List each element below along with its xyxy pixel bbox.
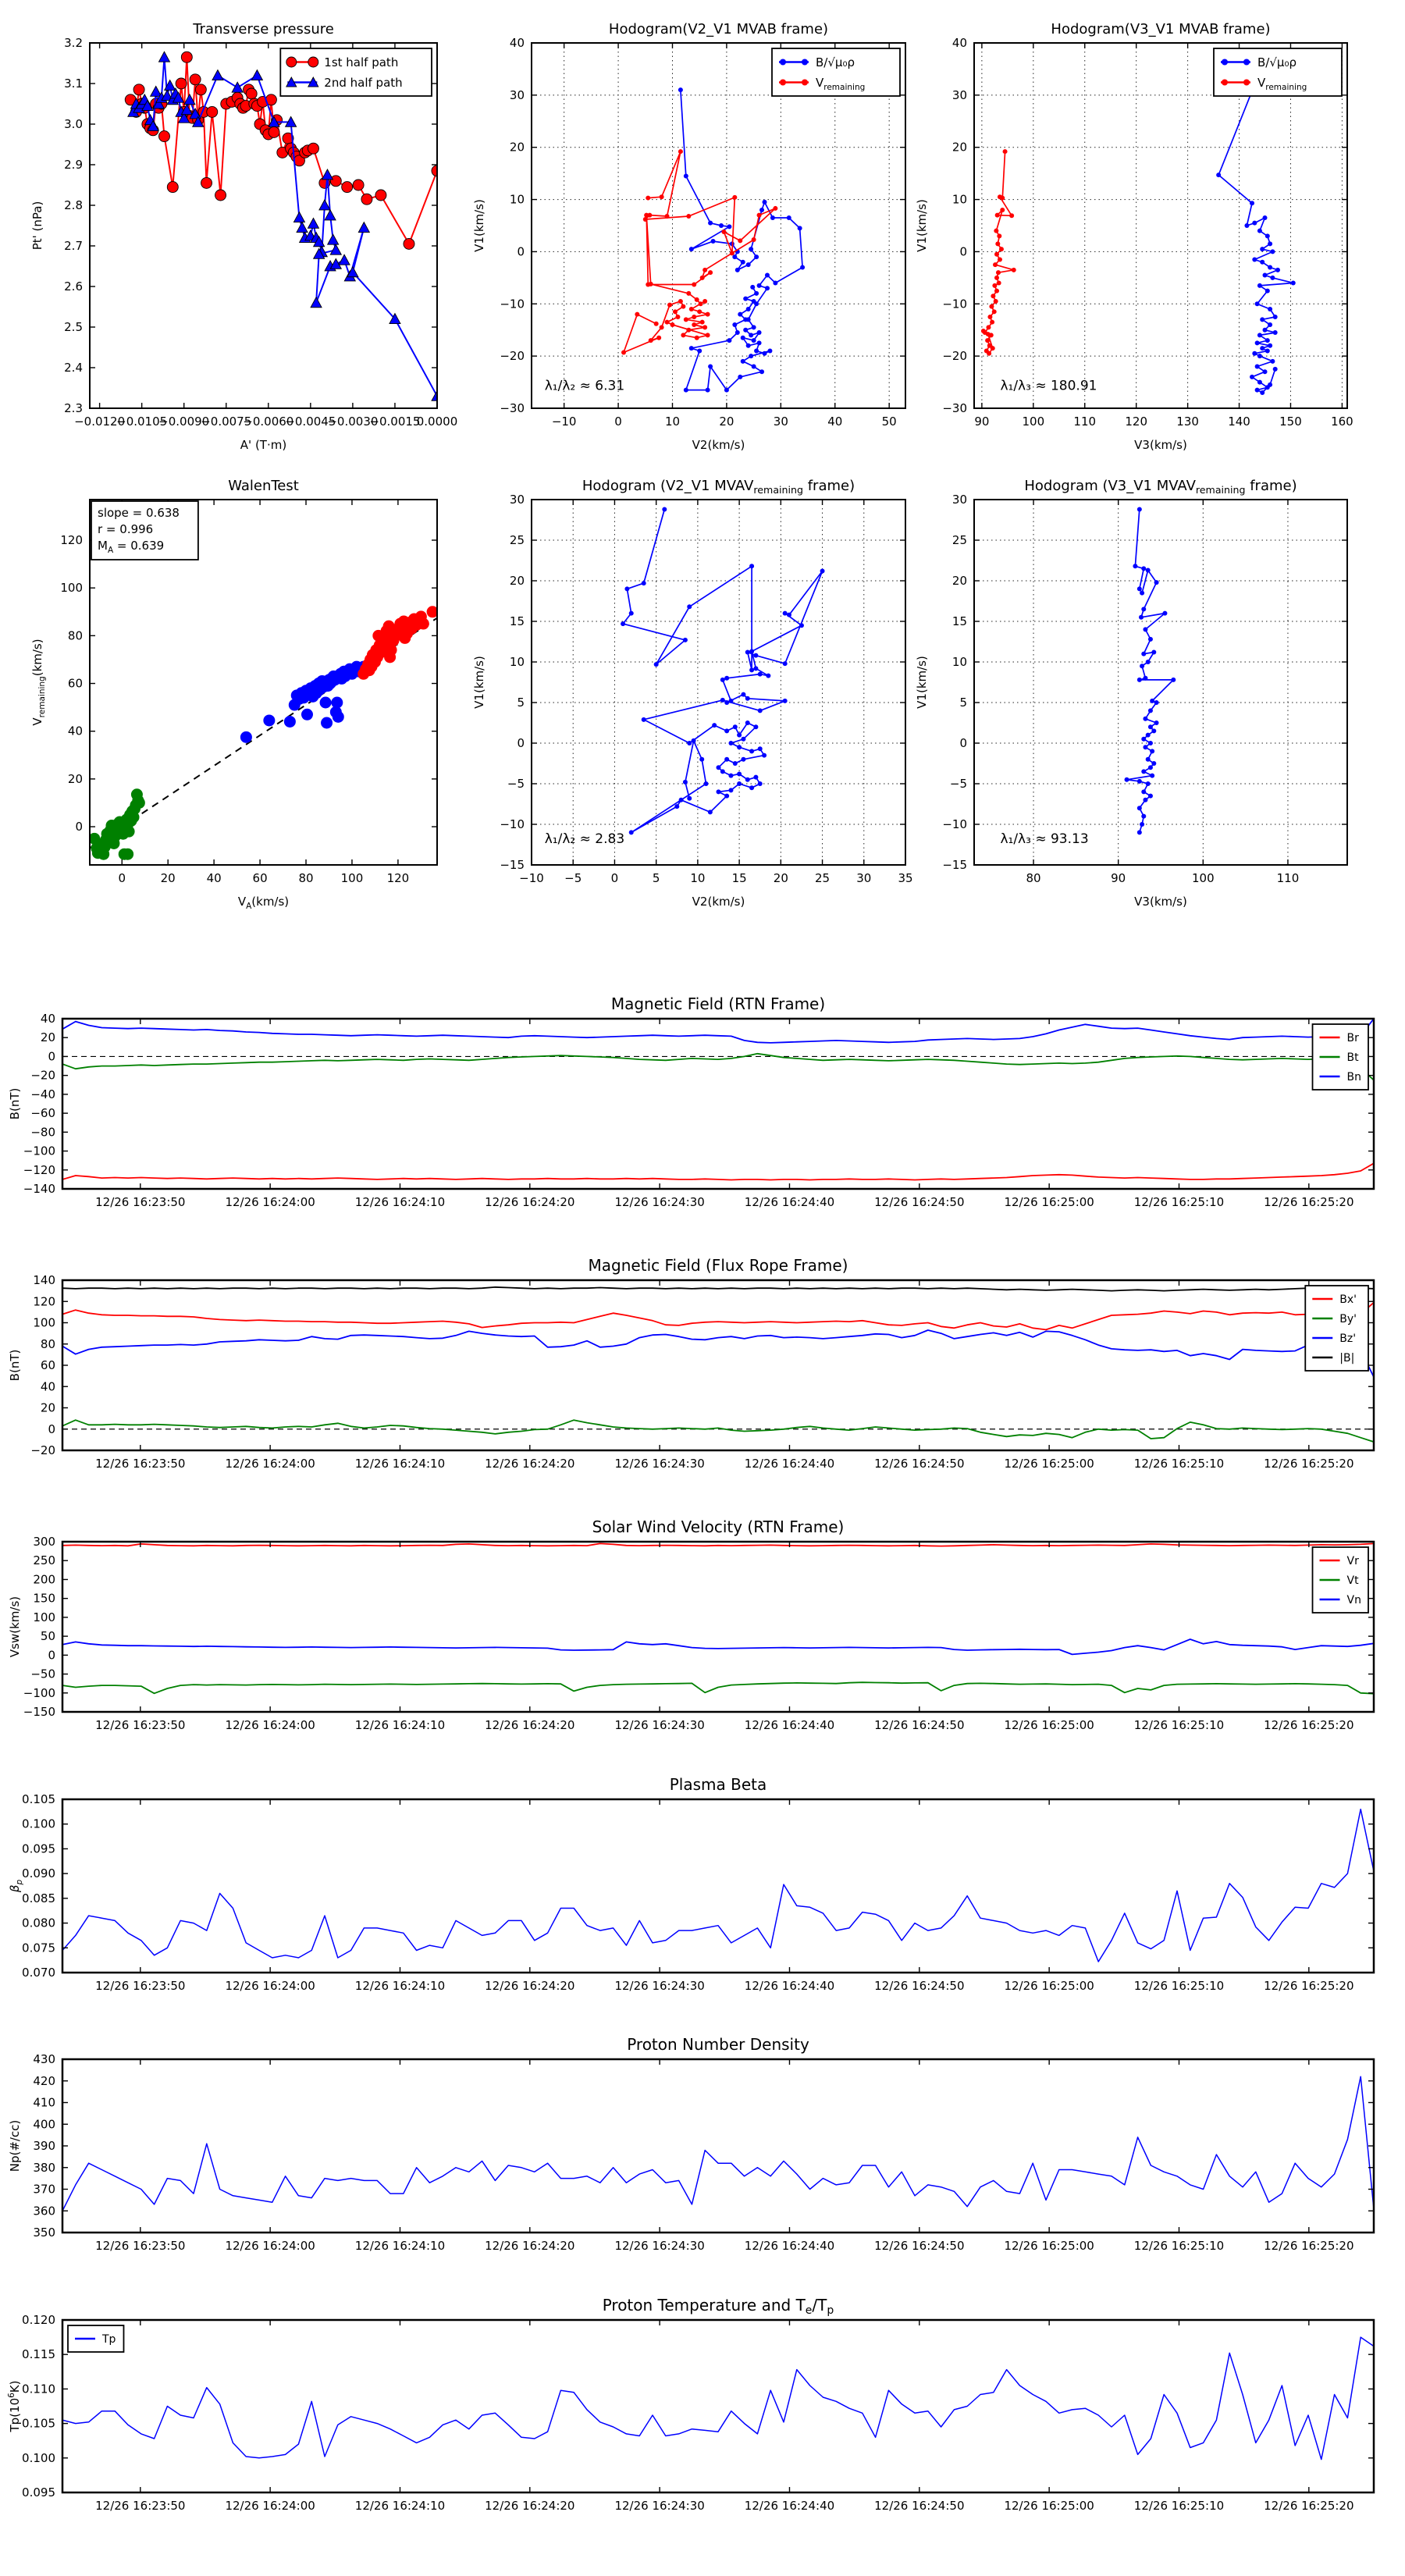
svg-text:120: 120 xyxy=(386,871,410,885)
svg-text:−20: −20 xyxy=(30,1443,55,1457)
chart-proton-number-density xyxy=(8,2035,1374,2253)
svg-text:−100: −100 xyxy=(23,1144,55,1158)
svg-text:12/26 16:24:10: 12/26 16:24:10 xyxy=(354,2239,446,2253)
svg-text:12/26 16:25:20: 12/26 16:25:20 xyxy=(1264,1195,1354,1209)
svg-text:120: 120 xyxy=(33,1294,55,1309)
svg-text:60: 60 xyxy=(40,1358,55,1372)
svg-text:−10: −10 xyxy=(551,415,577,429)
svg-text:12/26 16:24:50: 12/26 16:24:50 xyxy=(874,2239,965,2253)
svg-text:0.095: 0.095 xyxy=(22,1841,55,1856)
svg-text:Hodogram (V2_V1 MVAVremaining​: Hodogram (V2_V1 $MVAV_{remaining}$ frame) xyxy=(582,478,855,496)
svg-text:−10: −10 xyxy=(942,817,967,831)
svg-text:λ₁/λ₃ ≈ 180.91: λ₁/λ₃ ≈ 180.91 xyxy=(1000,378,1097,394)
svg-text:5: 5 xyxy=(517,696,525,710)
svg-text:Vr: Vr xyxy=(1346,1554,1359,1567)
svg-text:Np(#/cc): Np(#/cc) xyxy=(8,2119,22,2172)
svg-text:250: 250 xyxy=(33,1553,55,1568)
svg-text:V1(km/s): V1(km/s) xyxy=(915,199,929,252)
svg-text:12/26 16:24:00: 12/26 16:24:00 xyxy=(225,1718,315,1732)
svg-text:50: 50 xyxy=(881,415,897,429)
svg-text:0.110: 0.110 xyxy=(22,2382,55,2396)
svg-text:0: 0 xyxy=(48,1049,55,1064)
svg-text:−10: −10 xyxy=(942,297,967,311)
svg-text:V1(km/s): V1(km/s) xyxy=(472,656,486,709)
svg-text:−15: −15 xyxy=(500,858,525,872)
svg-text:Bz': Bz' xyxy=(1339,1332,1357,1345)
svg-text:slope = 0.638: slope = 0.638 xyxy=(98,506,180,520)
svg-text:100: 100 xyxy=(33,1610,55,1624)
svg-text:390: 390 xyxy=(33,2139,55,2153)
svg-text:−20: −20 xyxy=(942,349,967,364)
svg-text:10: 10 xyxy=(664,415,681,429)
svg-text:30: 30 xyxy=(951,87,967,102)
svg-text:−10: −10 xyxy=(500,817,525,831)
svg-text:140: 140 xyxy=(1228,415,1250,429)
svg-text:12/26 16:24:10: 12/26 16:24:10 xyxy=(354,1195,446,1209)
svg-text:−5: −5 xyxy=(507,777,525,791)
svg-text:20: 20 xyxy=(509,140,525,155)
svg-text:0.0000: 0.0000 xyxy=(416,415,458,429)
svg-text:2.7: 2.7 xyxy=(64,239,83,253)
svg-text:12/26 16:24:20: 12/26 16:24:20 xyxy=(485,2499,575,2513)
svg-text:Magnetic Field (RTN Frame): Magnetic Field (RTN Frame) xyxy=(610,994,826,1013)
svg-text:12/26 16:24:20: 12/26 16:24:20 xyxy=(485,1457,575,1471)
svg-text:−5: −5 xyxy=(949,777,967,791)
svg-text:12/26 16:24:30: 12/26 16:24:30 xyxy=(614,1979,705,1993)
svg-text:−20: −20 xyxy=(30,1068,55,1083)
svg-text:0: 0 xyxy=(959,736,967,750)
svg-text:−120: −120 xyxy=(23,1162,55,1177)
svg-text:2.9: 2.9 xyxy=(64,158,83,172)
svg-text:80: 80 xyxy=(40,1336,55,1351)
svg-text:−100: −100 xyxy=(23,1685,55,1700)
svg-text:Hodogram(V2_V1 MVAB frame): Hodogram(V2_V1 MVAB frame) xyxy=(608,21,829,37)
svg-text:30: 30 xyxy=(509,87,525,102)
svg-text:40: 40 xyxy=(40,1012,55,1026)
svg-text:12/26 16:24:30: 12/26 16:24:30 xyxy=(614,2499,705,2513)
svg-text:12/26 16:25:20: 12/26 16:25:20 xyxy=(1264,2239,1354,2253)
svg-text:V1(km/s): V1(km/s) xyxy=(472,199,486,252)
svg-text:3.2: 3.2 xyxy=(64,36,83,50)
svg-text:20: 20 xyxy=(951,140,967,155)
svg-text:12/26 16:24:40: 12/26 16:24:40 xyxy=(744,2499,835,2513)
svg-text:B(nT): B(nT) xyxy=(8,1087,22,1120)
svg-text:Vremaining​(km/s): $V_{remaining}(km/s)$ xyxy=(30,639,47,726)
svg-text:Vremaining​: $V_{remaining}$ xyxy=(816,75,866,92)
svg-text:150: 150 xyxy=(1279,415,1302,429)
svg-text:12/26 16:24:00: 12/26 16:24:00 xyxy=(225,1457,315,1471)
svg-text:−60: −60 xyxy=(30,1106,55,1121)
svg-text:Br: Br xyxy=(1346,1031,1359,1044)
svg-text:20: 20 xyxy=(773,871,788,885)
svg-text:410: 410 xyxy=(33,2095,55,2110)
svg-text:−0.0120: −0.0120 xyxy=(74,415,126,429)
chart-walen-test xyxy=(30,478,437,911)
svg-text:0.100: 0.100 xyxy=(22,2450,55,2465)
svg-text:λ₁/λ₃ ≈ 93.13: λ₁/λ₃ ≈ 93.13 xyxy=(1000,831,1089,847)
svg-text:12/26 16:24:30: 12/26 16:24:30 xyxy=(614,1718,705,1732)
svg-text:10: 10 xyxy=(951,192,967,207)
svg-text:12/26 16:25:10: 12/26 16:25:10 xyxy=(1133,2499,1225,2513)
svg-text:40: 40 xyxy=(827,415,843,429)
svg-text:0: 0 xyxy=(614,415,622,429)
svg-text:−10: −10 xyxy=(500,297,525,311)
svg-text:12/26 16:25:20: 12/26 16:25:20 xyxy=(1264,1718,1354,1732)
svg-text:50: 50 xyxy=(40,1629,55,1644)
svg-text:0.105: 0.105 xyxy=(22,1792,55,1806)
svg-text:140: 140 xyxy=(33,1273,55,1287)
svg-text:Vt: Vt xyxy=(1346,1574,1359,1587)
svg-text:B(nT): B(nT) xyxy=(8,1349,22,1382)
svg-text:15: 15 xyxy=(951,614,967,628)
svg-text:12/26 16:24:40: 12/26 16:24:40 xyxy=(744,1979,835,1993)
svg-text:12/26 16:23:50: 12/26 16:23:50 xyxy=(95,1718,186,1732)
svg-text:0.085: 0.085 xyxy=(22,1891,55,1905)
svg-text:−0.0030: −0.0030 xyxy=(327,415,379,429)
svg-text:−140: −140 xyxy=(23,1182,55,1196)
svg-text:Hodogram(V3_V1 MVAB frame): Hodogram(V3_V1 MVAB frame) xyxy=(1051,21,1271,37)
svg-text:2nd half path: 2nd half path xyxy=(324,75,403,90)
svg-text:40: 40 xyxy=(206,871,222,885)
svg-text:12/26 16:23:50: 12/26 16:23:50 xyxy=(95,1457,186,1471)
chart-magnetic-field-flux-rope xyxy=(8,1256,1374,1471)
svg-text:100: 100 xyxy=(33,1315,55,1330)
svg-text:VA​(km/s): $V_A(km/s)$ xyxy=(237,895,290,911)
chart-hodogram-v2v1-mvav xyxy=(472,478,913,909)
svg-text:2.8: 2.8 xyxy=(64,198,83,212)
svg-text:100: 100 xyxy=(340,871,364,885)
svg-text:12/26 16:23:50: 12/26 16:23:50 xyxy=(95,1195,186,1209)
svg-text:12/26 16:24:50: 12/26 16:24:50 xyxy=(874,1718,965,1732)
svg-text:12/26 16:25:20: 12/26 16:25:20 xyxy=(1264,1457,1354,1471)
svg-text:10: 10 xyxy=(690,871,706,885)
svg-text:12/26 16:25:10: 12/26 16:25:10 xyxy=(1133,1195,1225,1209)
chart-hodogram-v2v1-mvab xyxy=(472,21,905,452)
svg-text:0.105: 0.105 xyxy=(22,2416,55,2431)
svg-text:20: 20 xyxy=(40,1030,55,1045)
svg-text:40: 40 xyxy=(951,36,967,50)
svg-text:20: 20 xyxy=(719,415,735,429)
chart-hodogram-v3v1-mvav xyxy=(915,478,1347,909)
chart-magnetic-field-rtn xyxy=(8,994,1374,1209)
svg-text:12/26 16:24:20: 12/26 16:24:20 xyxy=(485,1718,575,1732)
svg-text:5: 5 xyxy=(959,696,967,710)
svg-text:λ₁/λ₂ ≈ 6.31: λ₁/λ₂ ≈ 6.31 xyxy=(544,378,625,394)
svg-text:Hodogram (V3_V1 MVAVremaining​: Hodogram (V3_V1 $MVAV_{remaining}$ frame) xyxy=(1024,478,1297,496)
svg-text:12/26 16:25:00: 12/26 16:25:00 xyxy=(1004,1195,1094,1209)
svg-text:A' (T·m): A' (T·m) xyxy=(240,438,287,452)
svg-text:−50: −50 xyxy=(30,1667,55,1681)
svg-text:−5: −5 xyxy=(564,871,582,885)
svg-text:Plasma Beta: Plasma Beta xyxy=(669,1775,767,1794)
svg-text:12/26 16:24:50: 12/26 16:24:50 xyxy=(874,1979,965,1993)
svg-text:−0.0075: −0.0075 xyxy=(201,415,252,429)
svg-text:80: 80 xyxy=(67,628,83,643)
svg-text:160: 160 xyxy=(1331,415,1353,429)
svg-text:Solar Wind Velocity (RTN Frame: Solar Wind Velocity (RTN Frame) xyxy=(592,1517,845,1536)
svg-text:−0.0105: −0.0105 xyxy=(116,415,168,429)
svg-text:20: 20 xyxy=(951,574,967,588)
svg-text:0.080: 0.080 xyxy=(22,1916,55,1930)
svg-text:120: 120 xyxy=(60,533,83,547)
svg-text:0: 0 xyxy=(48,1421,55,1436)
svg-text:12/26 16:23:50: 12/26 16:23:50 xyxy=(95,2239,186,2253)
chart-solar-wind-velocity xyxy=(8,1517,1374,1732)
svg-text:100: 100 xyxy=(60,581,83,596)
svg-text:r = 0.996: r = 0.996 xyxy=(98,522,154,536)
svg-text:12/26 16:24:10: 12/26 16:24:10 xyxy=(354,2499,446,2513)
svg-text:12/26 16:24:40: 12/26 16:24:40 xyxy=(744,2239,835,2253)
svg-text:Magnetic Field (Flux Rope Fram: Magnetic Field (Flux Rope Frame) xyxy=(588,1256,848,1275)
svg-text:90: 90 xyxy=(974,415,990,429)
svg-text:−40: −40 xyxy=(30,1087,55,1101)
svg-text:0.095: 0.095 xyxy=(22,2485,55,2500)
svg-text:12/26 16:25:20: 12/26 16:25:20 xyxy=(1264,1979,1354,1993)
svg-text:V3(km/s): V3(km/s) xyxy=(1134,895,1187,909)
chart-transverse-pressure xyxy=(30,21,458,452)
svg-text:Proton Temperature and Te​/Tp​: Proton Temperature and $T_e/T_p$ xyxy=(602,2296,834,2317)
svg-text:12/26 16:24:40: 12/26 16:24:40 xyxy=(744,1195,835,1209)
svg-text:1st half path: 1st half path xyxy=(324,55,399,69)
svg-text:12/26 16:24:10: 12/26 16:24:10 xyxy=(354,1718,446,1732)
svg-text:12/26 16:25:00: 12/26 16:25:00 xyxy=(1004,1979,1094,1993)
svg-text:0: 0 xyxy=(610,871,619,885)
svg-text:0: 0 xyxy=(48,1648,55,1663)
svg-text:12/26 16:25:10: 12/26 16:25:10 xyxy=(1133,1718,1225,1732)
svg-text:30: 30 xyxy=(773,415,788,429)
svg-text:12/26 16:25:00: 12/26 16:25:00 xyxy=(1004,2239,1094,2253)
svg-text:12/26 16:24:10: 12/26 16:24:10 xyxy=(354,1457,446,1471)
svg-text:Transverse pressure: Transverse pressure xyxy=(193,21,334,37)
svg-text:40: 40 xyxy=(40,1379,55,1394)
svg-text:Vn: Vn xyxy=(1346,1593,1361,1606)
svg-text:|B|: |B| xyxy=(1339,1351,1355,1364)
svg-text:V2(km/s): V2(km/s) xyxy=(692,895,745,909)
svg-text:0.100: 0.100 xyxy=(22,1816,55,1831)
svg-text:−30: −30 xyxy=(942,401,967,415)
svg-text:12/26 16:24:00: 12/26 16:24:00 xyxy=(225,1195,315,1209)
svg-text:12/26 16:24:50: 12/26 16:24:50 xyxy=(874,2499,965,2513)
svg-text:12/26 16:24:30: 12/26 16:24:30 xyxy=(614,1195,705,1209)
svg-text:V2(km/s): V2(km/s) xyxy=(692,438,745,452)
svg-text:35: 35 xyxy=(898,871,913,885)
svg-text:Vsw(km/s): Vsw(km/s) xyxy=(8,1596,22,1658)
svg-text:Bt: Bt xyxy=(1346,1051,1359,1064)
svg-text:−30: −30 xyxy=(500,401,525,415)
svg-text:10: 10 xyxy=(951,655,967,669)
svg-text:2.4: 2.4 xyxy=(64,361,83,375)
svg-text:25: 25 xyxy=(509,533,525,547)
svg-text:360: 360 xyxy=(33,2204,55,2218)
svg-text:B/√μ₀ρ: B/√μ₀ρ xyxy=(816,55,855,69)
svg-text:12/26 16:25:10: 12/26 16:25:10 xyxy=(1133,2239,1225,2253)
svg-text:Proton Number Density: Proton Number Density xyxy=(627,2035,809,2054)
chart-hodogram-v3v1-mvab xyxy=(915,21,1353,452)
svg-text:−15: −15 xyxy=(942,858,967,872)
svg-text:0.120: 0.120 xyxy=(22,2313,55,2327)
svg-text:0.070: 0.070 xyxy=(22,1966,55,1980)
svg-text:0: 0 xyxy=(118,871,126,885)
svg-text:15: 15 xyxy=(509,614,525,628)
svg-text:300: 300 xyxy=(33,1535,55,1549)
svg-text:380: 380 xyxy=(33,2160,55,2175)
svg-text:Vremaining​: $V_{remaining}$ xyxy=(1257,75,1307,92)
svg-text:2.6: 2.6 xyxy=(64,279,83,294)
svg-text:15: 15 xyxy=(731,871,747,885)
svg-text:30: 30 xyxy=(951,493,967,507)
svg-text:WalenTest: WalenTest xyxy=(228,478,299,494)
svg-text:40: 40 xyxy=(67,724,83,738)
svg-text:2.3: 2.3 xyxy=(64,401,83,415)
svg-text:400: 400 xyxy=(33,2117,55,2132)
svg-text:−150: −150 xyxy=(23,1705,55,1719)
svg-text:30: 30 xyxy=(856,871,872,885)
svg-text:V3(km/s): V3(km/s) xyxy=(1134,438,1187,452)
svg-text:12/26 16:24:00: 12/26 16:24:00 xyxy=(225,1979,315,1993)
svg-text:V1(km/s): V1(km/s) xyxy=(915,656,929,709)
svg-text:12/26 16:25:10: 12/26 16:25:10 xyxy=(1133,1979,1225,1993)
svg-text:0: 0 xyxy=(517,244,525,259)
svg-text:Bx': Bx' xyxy=(1339,1293,1357,1306)
svg-text:12/26 16:24:50: 12/26 16:24:50 xyxy=(874,1195,965,1209)
svg-text:−0.0090: −0.0090 xyxy=(158,415,210,429)
svg-text:370: 370 xyxy=(33,2182,55,2197)
svg-text:80: 80 xyxy=(298,871,314,885)
svg-text:12/26 16:23:50: 12/26 16:23:50 xyxy=(95,2499,186,2513)
svg-text:350: 350 xyxy=(33,2226,55,2240)
svg-text:20: 20 xyxy=(67,771,83,786)
svg-text:MA​ = 0.639: $M_A = 0.639$ xyxy=(98,539,165,555)
chart-plasma-beta xyxy=(8,1775,1374,1993)
svg-text:12/26 16:23:50: 12/26 16:23:50 xyxy=(95,1979,186,1993)
svg-text:0: 0 xyxy=(517,736,525,750)
svg-text:10: 10 xyxy=(509,192,525,207)
svg-text:90: 90 xyxy=(1111,871,1126,885)
svg-text:40: 40 xyxy=(509,36,525,50)
svg-text:20: 20 xyxy=(40,1400,55,1415)
svg-text:0.090: 0.090 xyxy=(22,1866,55,1881)
svg-text:12/26 16:24:00: 12/26 16:24:00 xyxy=(225,2499,315,2513)
svg-text:12/26 16:24:30: 12/26 16:24:30 xyxy=(614,1457,705,1471)
svg-text:110: 110 xyxy=(1073,415,1097,429)
svg-text:12/26 16:24:40: 12/26 16:24:40 xyxy=(744,1718,835,1732)
svg-text:100: 100 xyxy=(1191,871,1215,885)
svg-text:−10: −10 xyxy=(519,871,544,885)
svg-text:30: 30 xyxy=(509,493,525,507)
svg-text:Tp(106​K): $Tp(10^6K)$ xyxy=(7,2380,22,2432)
svg-text:Bn: Bn xyxy=(1346,1070,1362,1083)
svg-text:By': By' xyxy=(1339,1312,1357,1325)
svg-text:12/26 16:25:10: 12/26 16:25:10 xyxy=(1133,1457,1225,1471)
chart-proton-temperature xyxy=(7,2296,1374,2513)
svg-text:0.075: 0.075 xyxy=(22,1941,55,1955)
svg-text:Tp: Tp xyxy=(102,2332,116,2346)
svg-text:0.115: 0.115 xyxy=(22,2347,55,2362)
svg-text:−0.0045: −0.0045 xyxy=(285,415,336,429)
svg-text:12/26 16:24:30: 12/26 16:24:30 xyxy=(614,2239,705,2253)
svg-text:12/26 16:24:20: 12/26 16:24:20 xyxy=(485,1979,575,1993)
svg-text:25: 25 xyxy=(815,871,831,885)
svg-text:120: 120 xyxy=(1125,415,1148,429)
svg-text:20: 20 xyxy=(509,574,525,588)
svg-text:60: 60 xyxy=(67,676,83,691)
svg-text:12/26 16:25:00: 12/26 16:25:00 xyxy=(1004,2499,1094,2513)
svg-text:12/26 16:24:40: 12/26 16:24:40 xyxy=(744,1457,835,1471)
svg-text:10: 10 xyxy=(509,655,525,669)
svg-text:5: 5 xyxy=(652,871,660,885)
svg-text:12/26 16:25:20: 12/26 16:25:20 xyxy=(1264,2499,1354,2513)
svg-text:B/√μ₀ρ: B/√μ₀ρ xyxy=(1257,55,1297,69)
svg-text:−20: −20 xyxy=(500,349,525,364)
svg-text:Pt' (nPa): Pt' (nPa) xyxy=(30,201,44,251)
svg-text:λ₁/λ₂ ≈ 2.83: λ₁/λ₂ ≈ 2.83 xyxy=(544,831,625,847)
svg-text:−0.0015: −0.0015 xyxy=(369,415,421,429)
svg-text:100: 100 xyxy=(1022,415,1045,429)
svg-text:12/26 16:24:10: 12/26 16:24:10 xyxy=(354,1979,446,1993)
svg-text:−80: −80 xyxy=(30,1125,55,1140)
svg-text:200: 200 xyxy=(33,1572,55,1587)
svg-text:0: 0 xyxy=(959,244,967,259)
svg-text:3.1: 3.1 xyxy=(64,76,83,91)
svg-text:130: 130 xyxy=(1176,415,1199,429)
svg-text:430: 430 xyxy=(33,2052,55,2066)
svg-text:3.0: 3.0 xyxy=(64,117,83,131)
svg-text:12/26 16:24:20: 12/26 16:24:20 xyxy=(485,2239,575,2253)
svg-text:150: 150 xyxy=(33,1591,55,1606)
svg-text:2.5: 2.5 xyxy=(64,320,83,334)
svg-text:12/26 16:25:00: 12/26 16:25:00 xyxy=(1004,1718,1094,1732)
svg-text:0: 0 xyxy=(75,820,83,834)
svg-text:12/26 16:25:00: 12/26 16:25:00 xyxy=(1004,1457,1094,1471)
svg-text:80: 80 xyxy=(1026,871,1041,885)
svg-text:12/26 16:24:50: 12/26 16:24:50 xyxy=(874,1457,965,1471)
svg-text:25: 25 xyxy=(951,533,967,547)
svg-text:−0.0060: −0.0060 xyxy=(243,415,294,429)
svg-text:420: 420 xyxy=(33,2073,55,2088)
svg-text:12/26 16:24:00: 12/26 16:24:00 xyxy=(225,2239,315,2253)
svg-text:βp​: $\beta_p$ xyxy=(8,1879,24,1893)
svg-text:20: 20 xyxy=(160,871,176,885)
svg-text:12/26 16:24:20: 12/26 16:24:20 xyxy=(485,1195,575,1209)
svg-text:110: 110 xyxy=(1276,871,1300,885)
svg-text:60: 60 xyxy=(252,871,268,885)
